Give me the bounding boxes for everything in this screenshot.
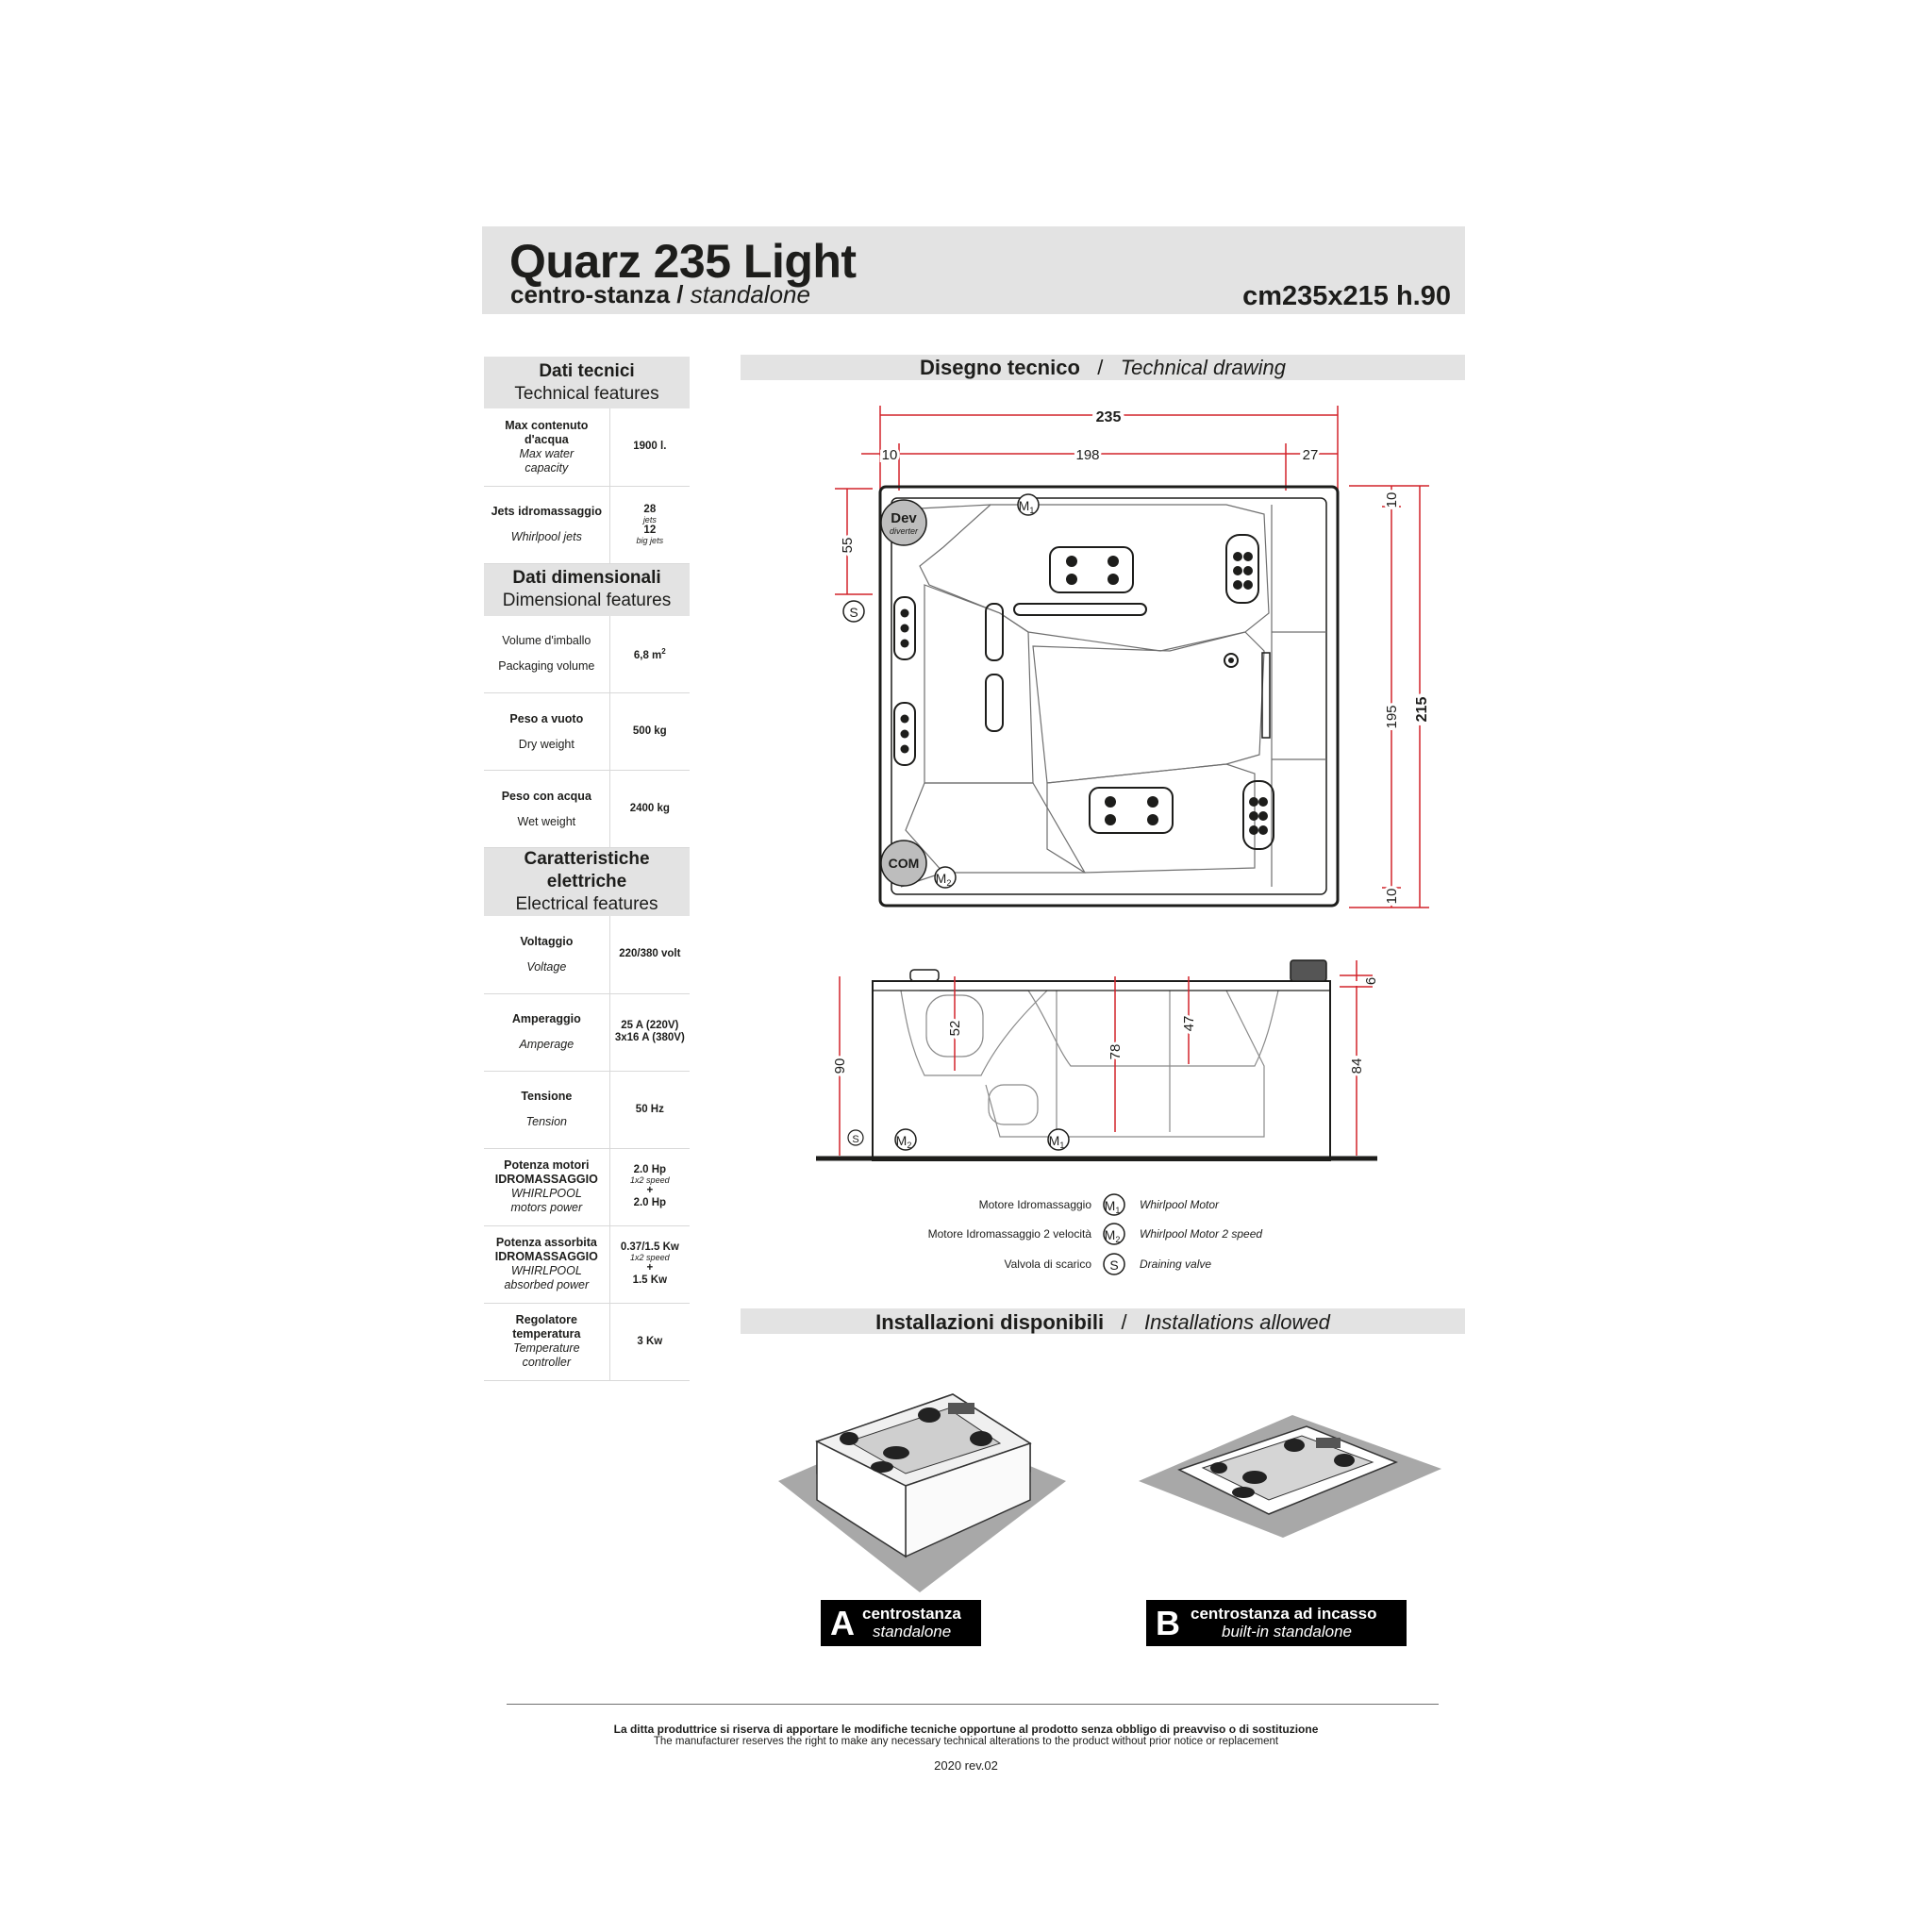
dim-195: 195 xyxy=(1384,705,1400,729)
installation-a-label: A centrostanza standalone xyxy=(821,1600,981,1646)
dim-47: 47 xyxy=(1181,1015,1197,1032)
side-view-shell xyxy=(901,991,1278,1137)
jet-clusters xyxy=(894,535,1274,849)
side-symbols xyxy=(848,1129,1069,1150)
com-control xyxy=(881,841,926,886)
spec-table xyxy=(484,357,690,1381)
svg-text:M2: $M_2$ xyxy=(1104,1227,1121,1244)
dim-78: 78 xyxy=(1108,1043,1124,1060)
spec-section-electrical: Caratteristiche elettriche Electrical features xyxy=(484,848,690,917)
svg-text:M1: $M_1$ xyxy=(1018,498,1035,515)
product-dimensions: cm235x215 h.90 xyxy=(1242,281,1451,311)
dim-84: 84 xyxy=(1349,1058,1365,1074)
legend-symbols xyxy=(1102,1191,1130,1285)
disclaimer-english: The manufacturer reserves the right to make any necessary technical alterations to the product without prior notice or replacement xyxy=(653,1736,1279,1747)
svg-text:diverter: diverter xyxy=(889,526,919,536)
dim-55: 55 xyxy=(840,537,856,554)
svg-text:M2: $M_2$ xyxy=(895,1133,912,1150)
spec-row-wet-weight: Peso con acqua Wet weight 2400 kg xyxy=(484,771,690,848)
svg-text:S: S xyxy=(849,605,858,620)
footer-divider xyxy=(507,1704,1439,1705)
dim-52: 52 xyxy=(947,1020,963,1037)
legend-s-desc: Draining valve xyxy=(1140,1257,1212,1271)
svg-text:M2: $M_2$ xyxy=(935,871,952,888)
legend-m1-desc: Whirlpool Motor xyxy=(1140,1198,1220,1211)
spec-row-temperature: Regolatore temperatura Temperature controller 3 Kw xyxy=(484,1303,690,1380)
spec-row-amperage: Amperaggio Amperage 25 A (220V) 3x16 A (380V) xyxy=(484,993,690,1071)
spec-row-jets: Jets idromassaggio Whirlpool jets 28 jets 12 big jets xyxy=(484,486,690,563)
spec-section-dimensional: Dati dimensionali Dimensional features xyxy=(484,563,690,616)
disclaimer-italian: La ditta produttrice si riserva di apportare le modifiche tecniche opportune al prodotto senza obbligo di preavviso o di sostituzione xyxy=(613,1723,1319,1736)
installations-heading: Installazioni disponibili / Installations allowed xyxy=(875,1310,1330,1334)
technical-drawing-heading: Disegno tecnico / Technical drawing xyxy=(919,356,1287,379)
spec-row-voltage: Voltaggio Voltage 220/380 volt xyxy=(484,916,690,993)
spec-row-tension: Tensione Tension 50 Hz xyxy=(484,1071,690,1148)
spec-row-packaging: Volume d'imballo Packaging volume 6,8 $m^2$ xyxy=(484,616,690,693)
product-title: Quarz 235 Light xyxy=(509,235,857,288)
svg-text:COM: COM xyxy=(888,856,920,871)
top-view-drawing xyxy=(821,396,1462,924)
dim-27: 27 xyxy=(1302,447,1319,463)
svg-text:M1: $M_1$ xyxy=(1104,1198,1121,1215)
installation-b-label: B centrostanza ad incasso built-in standalone xyxy=(1146,1600,1407,1646)
dim-10-top: 10 xyxy=(1384,491,1400,508)
dim-215: 215 xyxy=(1414,696,1430,723)
svg-text:S: S xyxy=(852,1134,859,1145)
legend-s-label: Valvola di scarico xyxy=(1004,1257,1091,1271)
svg-text:S: S xyxy=(1109,1257,1119,1273)
dim-90: 90 xyxy=(832,1058,848,1074)
installation-illustrations xyxy=(774,1377,1453,1604)
installation-a-image xyxy=(778,1394,1066,1592)
legend-m2-desc: Whirlpool Motor 2 speed xyxy=(1140,1227,1263,1241)
m2-motor-symbol xyxy=(935,867,956,888)
legend-m2-label: Motore Idromassaggio 2 velocità xyxy=(927,1227,1091,1241)
installation-b-image xyxy=(1139,1415,1441,1538)
dim-235: 235 xyxy=(1095,409,1122,425)
spec-section-technical: Dati tecnici Technical features xyxy=(484,357,690,408)
dim-10-bottom: 10 xyxy=(1384,888,1400,905)
spec-row-absorbed-power: Potenza assorbita IDROMASSAGGIO WHIRLPOOL absorbed power 0.37/1.5 Kw 1x2 speed + 1.5 Kw xyxy=(484,1225,690,1303)
spec-row-dry-weight: Peso a vuoto Dry weight 500 kg xyxy=(484,693,690,771)
svg-text:M1: $M_1$ xyxy=(1048,1133,1065,1150)
s-valve-symbol xyxy=(843,601,864,622)
revision-label: 2020 rev.02 xyxy=(934,1758,998,1773)
m1-motor-symbol xyxy=(1018,494,1039,515)
product-subtitle: centro-stanza / standalone xyxy=(510,280,810,308)
spec-row-motor-power: Potenza motori IDROMASSAGGIO WHIRLPOOL motors power 2.0 Hp 1x2 speed + 2.0 Hp xyxy=(484,1148,690,1225)
side-dimension-lines xyxy=(840,960,1373,1156)
dim-10-left: 10 xyxy=(881,447,898,463)
legend-m1-label: Motore Idromassaggio xyxy=(978,1198,1091,1211)
spec-row-max-water: Max contenuto d'acqua Max water capacity 1900 l. xyxy=(484,408,690,486)
side-view-drawing xyxy=(811,953,1462,1170)
svg-text:Dev: Dev xyxy=(891,510,917,526)
dim-6: 6 xyxy=(1363,976,1379,986)
dev-diverter xyxy=(881,500,926,545)
dim-198: 198 xyxy=(1075,447,1100,463)
